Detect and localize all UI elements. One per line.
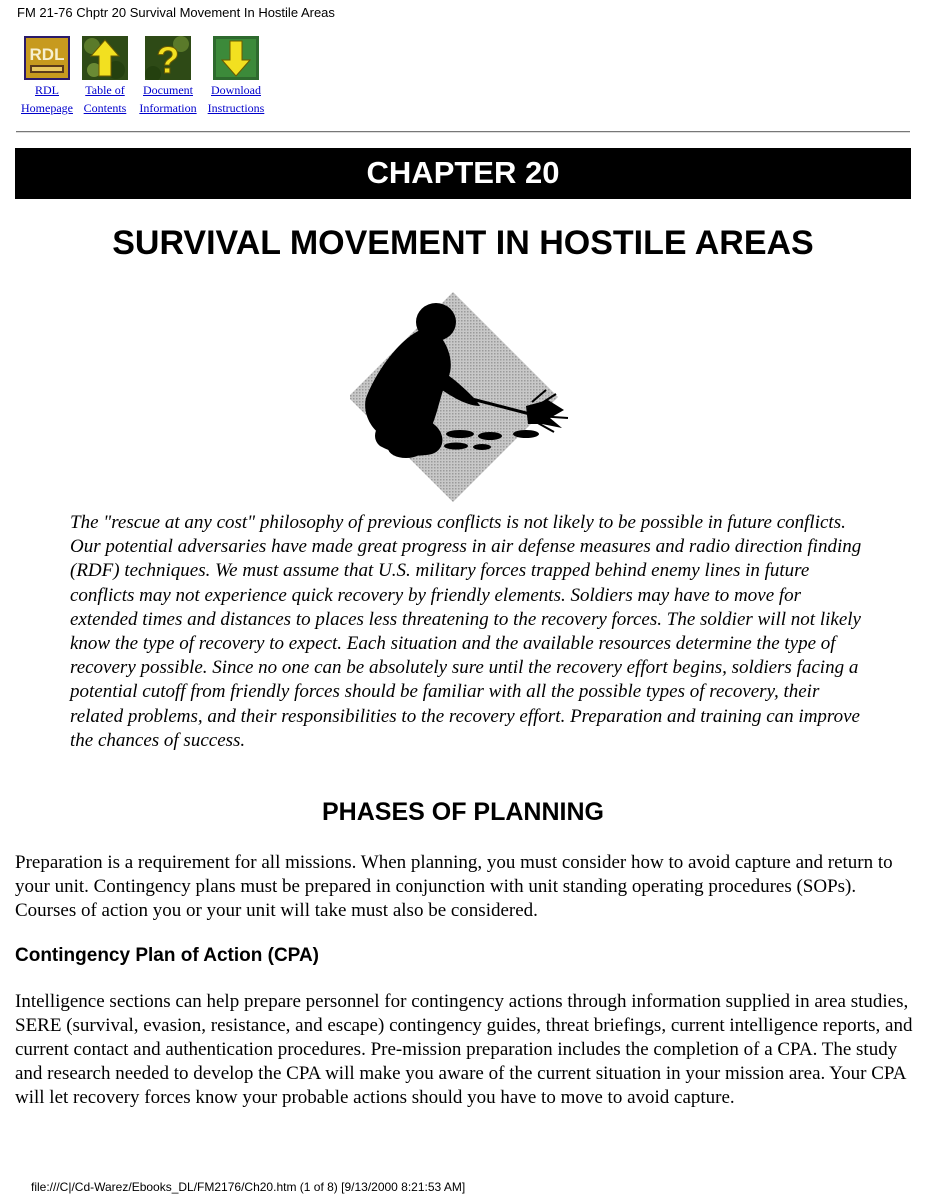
nav-docinfo-link[interactable]: [136, 81, 200, 117]
intro-paragraph: The "rescue at any cost" philosophy of previous conflicts is not likely to be possible in future conflicts. Our potential adversaries have made great progress in air defense measures and radio direction finding (RDF) techniques. We must assume that U.S. military forces trapped behind enemy lines in future conflicts may not experience quick recovery by friendly elements. Soldiers may have to move for extended times and distances to places less threatening to the recovery forces. The soldier will not likely know the type of recovery to expect. Each situation and the available resources determine the type of recovery possible. Since no one can be absolutely sure until the recovery effort begins, soldiers facing a potential cutoff from friendly forces should be familiar with all the possible types of recovery, their related problems, and their responsibilities to the recovery effort. Preparation and training can improve the chances of success.: [70, 512, 862, 751]
nav-download-line1[interactable]: Download: [211, 83, 261, 97]
nav-download-link[interactable]: [201, 81, 271, 117]
nav-table-of-contents[interactable]: [75, 36, 135, 117]
section-heading-phases-of-planning: PHASES OF PLANNING: [322, 798, 604, 826]
nav-rdl-homepage[interactable]: [16, 36, 78, 117]
chapter-banner: CHAPTER 20: [15, 148, 911, 199]
rdl-logo-text: RDL: [29, 45, 65, 64]
question-mark-icon[interactable]: [145, 36, 191, 80]
chapter-title: SURVIVAL MOVEMENT IN HOSTILE AREAS: [112, 224, 814, 262]
nav-toc-line1[interactable]: Table of: [85, 83, 125, 97]
planning-paragraph: Preparation is a requirement for all missions. When planning, you must consider how to avoid capture and return to your unit. Contingency plans must be prepared in conjunction with unit standing operating procedures (SOPs). Courses of action you or your unit will take must also be considered.: [15, 852, 893, 921]
soldier-crouching-icon: [350, 290, 580, 504]
nav-document-information[interactable]: [136, 36, 200, 117]
nav-download-line2[interactable]: Instructions: [207, 101, 265, 115]
up-arrow-icon[interactable]: [82, 36, 128, 80]
nav-docinfo-line2[interactable]: Information: [139, 101, 197, 115]
page-footer: file:///C|/Cd-Warez/Ebooks_DL/FM2176/Ch20.htm (1 of 8) [9/13/2000 8:21:53 AM]: [31, 1180, 466, 1194]
nav-download-instructions[interactable]: [201, 36, 271, 117]
cpa-paragraph: Intelligence sections can help prepare personnel for contingency actions through information supplied in area studies, SERE (survival, evasion, resistance, and escape) contingency guides, threat briefings, current intelligence reports, and current contact and authentication procedures. Pre-mission preparation includes the completion of a CPA. The study and research needed to develop the CPA will make you aware of the current situation in your mission area. Your CPA will let recovery forces know your probable actions should you have to move to avoid capture.: [15, 991, 913, 1108]
rdl-logo-icon[interactable]: [24, 36, 70, 80]
question-mark-glyph: ?: [156, 40, 180, 80]
horizontal-divider: [16, 131, 910, 133]
nav-docinfo-line1[interactable]: Document: [143, 83, 193, 97]
nav-rdl-line1[interactable]: RDL: [35, 83, 59, 97]
nav-rdl-line2[interactable]: Homepage: [21, 101, 73, 115]
down-arrow-icon[interactable]: [213, 36, 259, 80]
subsection-heading-cpa: Contingency Plan of Action (CPA): [15, 945, 319, 966]
nav-toc-link[interactable]: [75, 81, 135, 117]
nav-toc-line2[interactable]: Contents: [83, 101, 127, 115]
nav-rdl-homepage-link[interactable]: [16, 81, 78, 117]
page-header-title: FM 21-76 Chptr 20 Survival Movement In Hostile Areas: [17, 5, 335, 20]
